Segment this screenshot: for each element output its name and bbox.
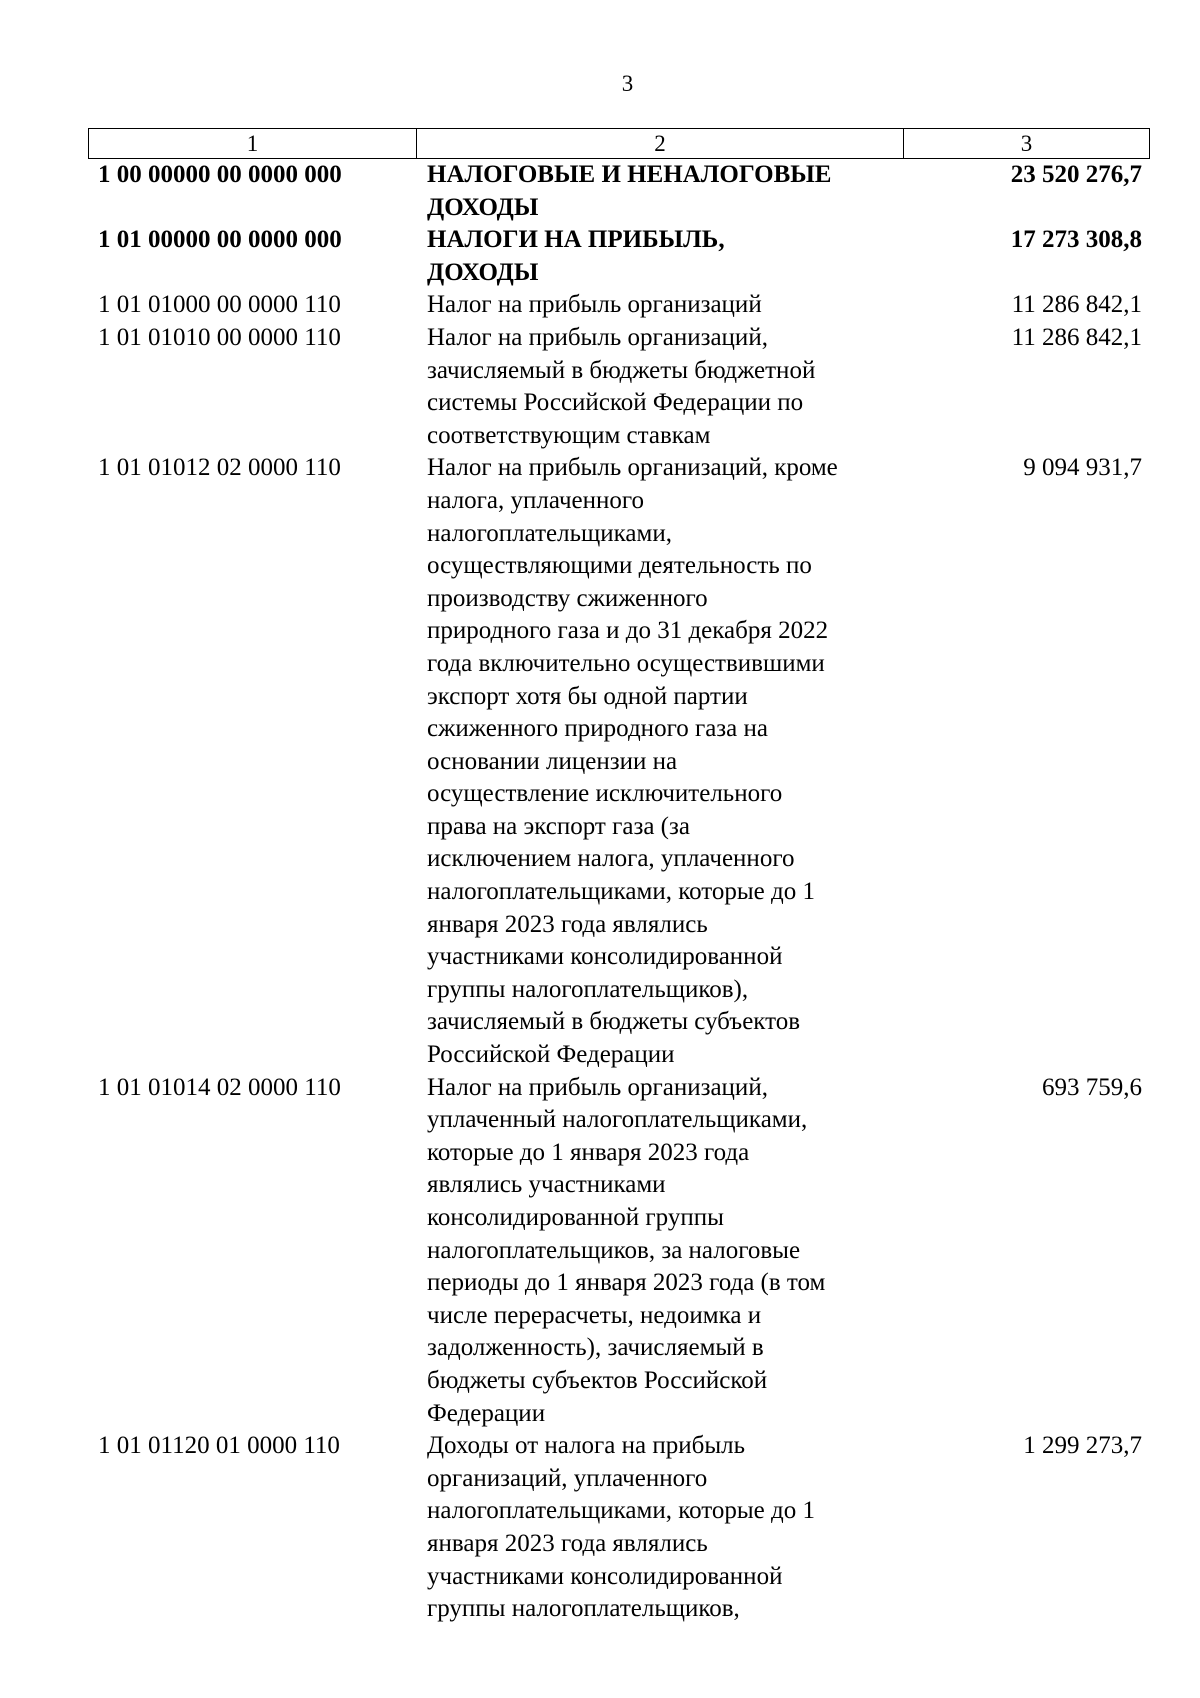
revenue-name bbox=[416, 1072, 903, 1431]
revenue-name-line: НАЛОГИ НА ПРИБЫЛЬ, bbox=[427, 226, 725, 254]
column-header-amount: 3 bbox=[1020, 131, 1033, 156]
revenue-name-line: исключением налога, уплаченного bbox=[427, 845, 795, 873]
revenue-name-line: права на экспорт газа (за bbox=[427, 812, 690, 840]
revenue-name-line: налога, уплаченного bbox=[427, 486, 645, 514]
revenue-name-line: ДОХОДЫ bbox=[427, 193, 539, 221]
revenue-name-line: Налог на прибыль организаций bbox=[427, 291, 762, 319]
revenue-table bbox=[88, 128, 1150, 1626]
revenue-name-line: задолженность), зачисляемый в bbox=[427, 1334, 764, 1362]
revenue-name-line: природного газа и до 31 декабря 2022 bbox=[427, 617, 829, 645]
revenue-name-line: которые до 1 января 2023 года bbox=[427, 1138, 750, 1166]
revenue-name bbox=[416, 289, 903, 322]
revenue-name-line: Федерации bbox=[427, 1399, 546, 1427]
revenue-name-line: года включительно осуществившими bbox=[427, 649, 825, 677]
revenue-name bbox=[416, 1430, 903, 1626]
table-row bbox=[88, 452, 1150, 1071]
revenue-name-line: Российской Федерации bbox=[427, 1041, 675, 1069]
revenue-name-line: налогоплательщиками, которые до 1 bbox=[427, 878, 815, 906]
budget-code: 1 01 01010 00 0000 110 bbox=[98, 323, 341, 351]
revenue-name-line: Налог на прибыль организаций, кроме bbox=[427, 454, 838, 482]
revenue-name-line: осуществление исключительного bbox=[427, 780, 783, 808]
revenue-name-line: уплаченный налогоплательщиками, bbox=[427, 1106, 808, 1134]
revenue-name bbox=[416, 159, 903, 224]
column-header-name: 2 bbox=[417, 129, 904, 158]
revenue-name-line: зачисляемый в бюджеты субъектов bbox=[427, 1008, 801, 1036]
budget-code: 1 01 00000 00 0000 000 bbox=[98, 226, 342, 254]
table-row bbox=[88, 1072, 1150, 1431]
amount-value: 17 273 308,8 bbox=[1010, 226, 1142, 254]
revenue-name-line: бюджеты субъектов Российской bbox=[427, 1366, 768, 1394]
revenue-name-line: консолидированной группы bbox=[427, 1204, 724, 1231]
table-row bbox=[88, 322, 1150, 452]
table-row bbox=[88, 224, 1150, 289]
revenue-name-line: группы налогоплательщиков, bbox=[427, 1595, 740, 1623]
amount-value: 693 759,6 bbox=[1042, 1073, 1142, 1101]
revenue-name-line: участниками консолидированной bbox=[427, 1562, 783, 1590]
table-row bbox=[88, 289, 1150, 322]
revenue-name bbox=[416, 452, 903, 1071]
revenue-name-line: числе перерасчеты, недоимка и bbox=[427, 1301, 762, 1329]
budget-code: 1 01 01120 01 0000 110 bbox=[98, 1432, 340, 1460]
revenue-name-line: периоды до 1 января 2023 года (в том bbox=[427, 1269, 826, 1297]
revenue-name-line: осуществляющими деятельность по bbox=[427, 552, 812, 580]
budget-code: 1 01 01014 02 0000 110 bbox=[98, 1073, 341, 1101]
table-row bbox=[88, 1430, 1150, 1626]
revenue-name-line: системы Российской Федерации по bbox=[427, 389, 804, 417]
table-row bbox=[88, 159, 1150, 224]
revenue-name-line: производству сжиженного bbox=[427, 584, 708, 612]
column-header-code: 1 bbox=[89, 129, 417, 158]
revenue-name-line: ДОХОДЫ bbox=[427, 258, 539, 286]
amount-value: 9 094 931,7 bbox=[1023, 454, 1142, 482]
table-header-row bbox=[88, 128, 1150, 159]
revenue-name-line: Доходы от налога на прибыль bbox=[427, 1432, 746, 1460]
revenue-name-line: соответствующим ставкам bbox=[427, 421, 711, 449]
revenue-name bbox=[416, 322, 903, 452]
revenue-name-line: налогоплательщиками, которые до 1 bbox=[427, 1497, 815, 1525]
revenue-name-line: являлись участниками bbox=[427, 1171, 666, 1199]
revenue-name-line: экспорт хотя бы одной партии bbox=[427, 682, 748, 710]
revenue-name-line: Налог на прибыль организаций, bbox=[427, 323, 768, 351]
budget-code: 1 01 01012 02 0000 110 bbox=[98, 454, 341, 482]
revenue-name-line: января 2023 года являлись bbox=[427, 1529, 708, 1557]
revenue-name-line: сжиженного природного газа на bbox=[427, 715, 768, 743]
revenue-name-line: группы налогоплательщиков), bbox=[427, 975, 749, 1003]
revenue-name bbox=[416, 224, 903, 289]
revenue-name-line: налогоплательщиков, за налоговые bbox=[427, 1236, 801, 1264]
revenue-name-line: налогоплательщиками, bbox=[427, 519, 672, 547]
revenue-name-line: основании лицензии на bbox=[427, 747, 678, 775]
amount-value: 1 299 273,7 bbox=[1023, 1432, 1142, 1460]
revenue-name-line: организаций, уплаченного bbox=[427, 1464, 708, 1492]
table-body bbox=[88, 159, 1150, 1626]
amount-value: 11 286 842,1 bbox=[1011, 291, 1142, 319]
revenue-name-line: января 2023 года являлись bbox=[427, 910, 708, 938]
page-number: 3 bbox=[621, 71, 634, 96]
budget-code: 1 00 00000 00 0000 000 bbox=[98, 161, 342, 188]
revenue-name-line: НАЛОГОВЫЕ И НЕНАЛОГОВЫЕ bbox=[427, 161, 832, 188]
revenue-name-line: участниками консолидированной bbox=[427, 943, 783, 971]
amount-value: 23 520 276,7 bbox=[1010, 161, 1142, 188]
revenue-name-line: зачисляемый в бюджеты бюджетной bbox=[427, 356, 816, 384]
amount-value: 11 286 842,1 bbox=[1011, 323, 1142, 351]
budget-code: 1 01 01000 00 0000 110 bbox=[98, 291, 341, 319]
revenue-name-line: Налог на прибыль организаций, bbox=[427, 1073, 768, 1101]
